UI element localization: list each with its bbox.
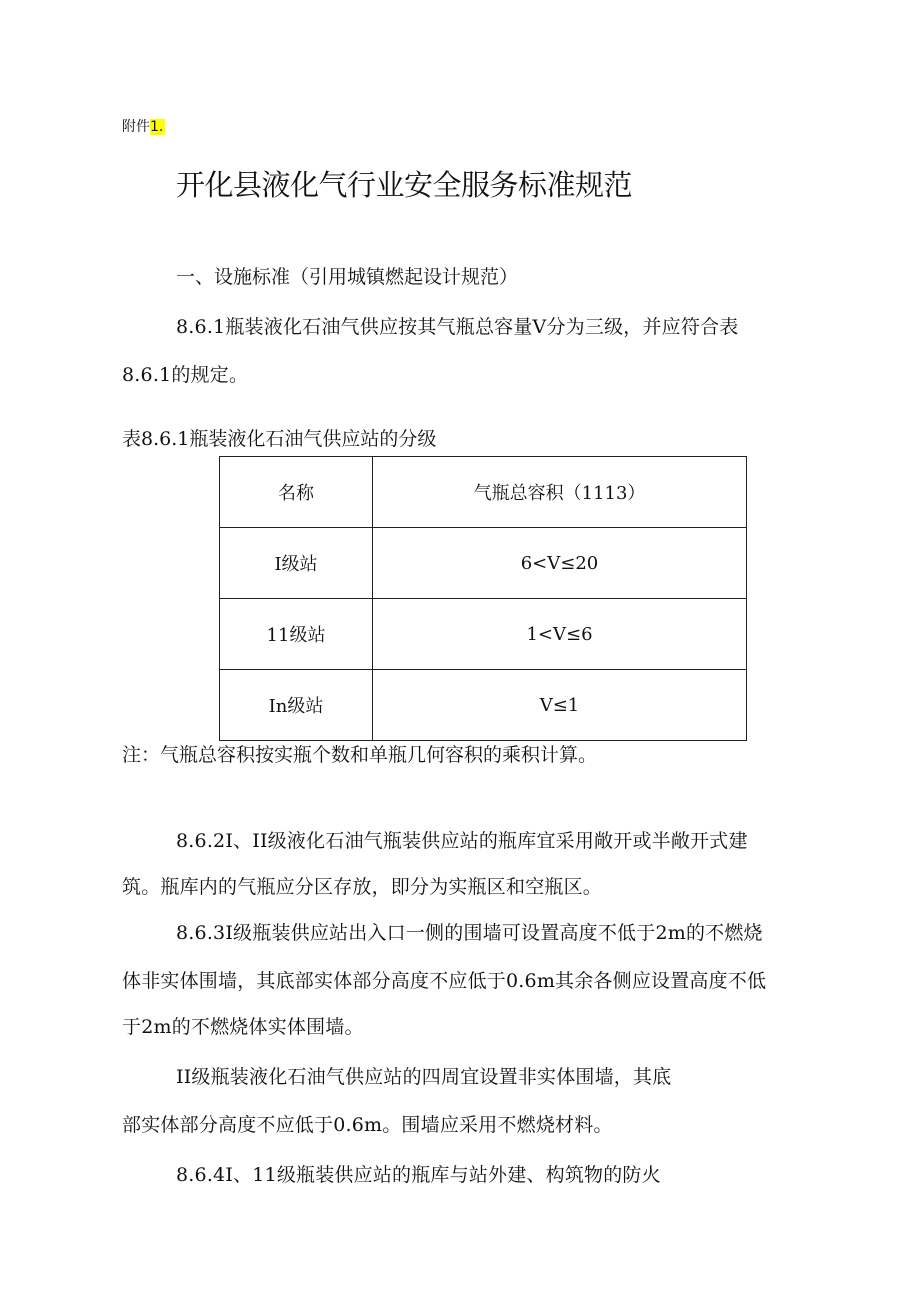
table-header-cell: 气瓶总容积（1113） (373, 457, 747, 528)
annex-label (122, 117, 165, 137)
document-title: 开化县液化气行业安全服务标准规范 (176, 168, 633, 202)
section-heading: 一、设施标准（引用城镇燃起设计规范） (176, 266, 519, 288)
table-caption: 表8.6.1瓶装液化石油气供应站的分级 (122, 428, 437, 450)
table-cell: I级站 (220, 528, 373, 599)
table-cell: 11级站 (220, 599, 373, 670)
paragraph-8-6-4-line-1: 8.6.4I、11级瓶装供应站的瓶库与站外建、构筑物的防火 (176, 1164, 661, 1186)
table-row (220, 528, 747, 599)
paragraph-8-6-1-line-2: 8.6.1的规定。 (122, 364, 249, 386)
table-header-cell: 名称 (220, 457, 373, 528)
paragraph-8-6-1-line-1: 8.6.1瓶装液化石油气供应按其气瓶总容量V分为三级，并应符合表 (176, 316, 739, 338)
paragraph-8-6-2-line-1: 8.6.2I、II级液化石油气瓶装供应站的瓶库宜采用敞开或半敞开式建 (176, 830, 748, 852)
table-row (220, 599, 747, 670)
table-cell: 6<V≤20 (373, 528, 747, 599)
paragraph-8-6-3-line-3: 于2m的不燃烧体实体围墙。 (122, 1016, 364, 1038)
annex-prefix: 附件 (122, 119, 150, 135)
table-row (220, 670, 747, 741)
annex-number: 1. (150, 119, 164, 135)
paragraph-8-6-3-line-2: 体非实体围墙，其底部实体部分高度不应低于0.6m其余各侧应设置高度不低 (122, 970, 767, 992)
table-note: 注：气瓶总容积按实瓶个数和单瓶几何容积的乘积计算。 (122, 744, 598, 766)
paragraph-level-ii-line-1: II级瓶装液化石油气供应站的四周宜设置非实体围墙，其底 (176, 1066, 672, 1088)
paragraph-8-6-3-line-1: 8.6.3I级瓶装供应站出入口一侧的围墙可设置高度不低于2m的不燃烧 (176, 922, 763, 944)
table-cell: V≤1 (373, 670, 747, 741)
table-header-row (220, 457, 747, 528)
paragraph-8-6-2-line-2: 筑。瓶库内的气瓶应分区存放，即分为实瓶区和空瓶区。 (122, 876, 603, 898)
table-cell: In级站 (220, 670, 373, 741)
table-cell: 1<V≤6 (373, 599, 747, 670)
grade-table (219, 456, 747, 741)
paragraph-level-ii-line-2: 部实体部分高度不应低于0.6m。围墙应采用不燃烧材料。 (122, 1114, 613, 1136)
